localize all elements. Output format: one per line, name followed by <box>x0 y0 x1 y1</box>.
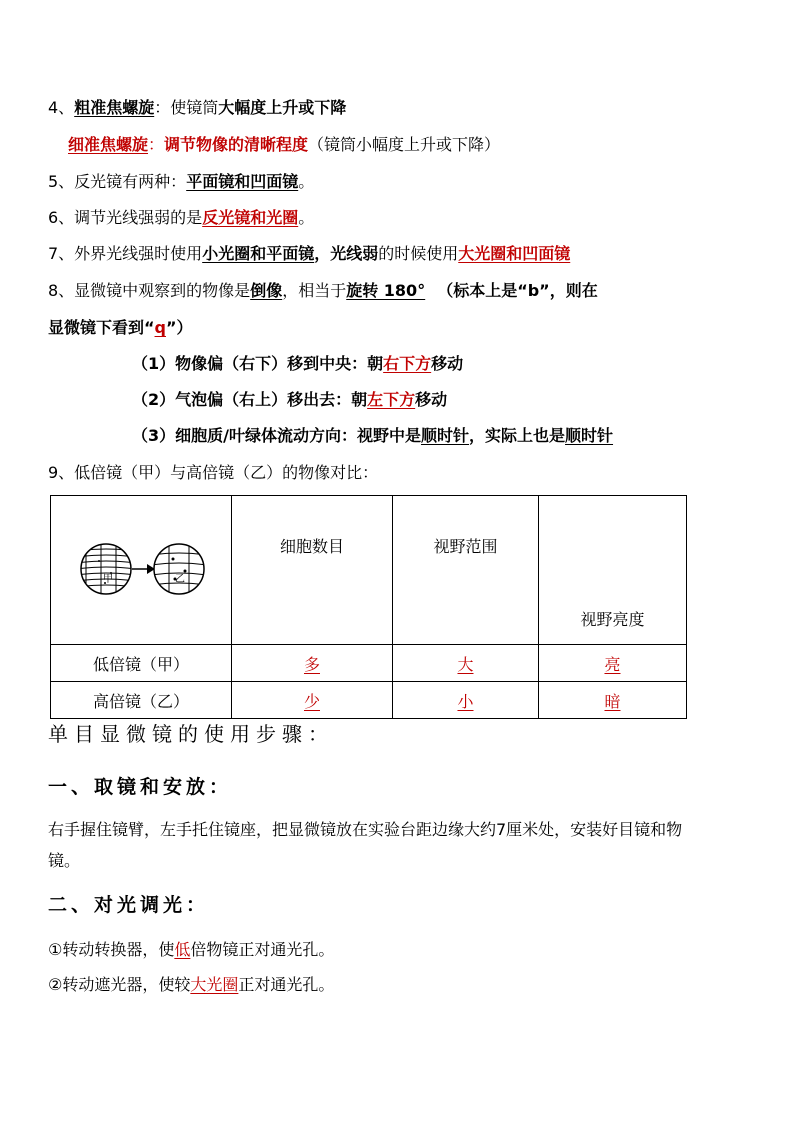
item-text: ，相当于 <box>282 281 347 300</box>
item-text: （标本上是“b”，则在 <box>437 281 598 300</box>
cell-value: 亮 <box>539 645 687 682</box>
item-text: 正对通光孔。 <box>238 975 335 994</box>
microscope-view-illustration <box>51 496 232 645</box>
cell-view-icon <box>61 529 221 619</box>
table-row <box>51 645 687 682</box>
item-9 <box>48 461 378 485</box>
item-7 <box>48 242 570 266</box>
answer: 大光圈和凹面镜 <box>458 244 571 263</box>
section-1-text: 右手握住镜臂，左手托住镜座，把显微镜放在实验台距边缘大约7厘米处，安装好目镜和物镜。 <box>48 820 683 870</box>
answer: 顺时针 <box>565 426 614 445</box>
label-jia: 甲 <box>103 574 113 585</box>
table-header-row <box>51 496 687 645</box>
item-5 <box>48 170 314 194</box>
item-text: 。 <box>298 172 315 191</box>
item-text: 5、反光镜有两种： <box>48 172 187 191</box>
item-text: ①转动转换器，使 <box>48 940 175 959</box>
cell-value: 大 <box>393 645 539 682</box>
answer: 小光圈和平面镜 <box>202 244 315 263</box>
item-8 <box>48 279 598 303</box>
item-text: ，实际上也是 <box>469 426 566 445</box>
item-note: （镜筒小幅度上升或下降） <box>308 135 501 154</box>
answer: q <box>154 318 166 337</box>
item-text: ，光线弱 <box>314 244 379 263</box>
coarse-focus-function: 大幅度上升或下降 <box>218 98 347 117</box>
row-label: 低倍镜（甲） <box>51 645 232 682</box>
item-text: （1）物像偏（右下）移到中央：朝 <box>132 354 384 373</box>
answer: 大光圈 <box>190 975 239 994</box>
fine-focus-term: 细准焦螺旋 <box>68 135 149 154</box>
label-yi: 乙 <box>175 574 185 585</box>
item-text: ： <box>148 135 165 154</box>
answer: 旋转 180° <box>346 281 426 300</box>
coarse-focus-term: 粗准焦螺旋 <box>74 98 155 117</box>
item-text: ”） <box>165 318 193 337</box>
answer: 顺时针 <box>420 426 469 445</box>
item-text: 8、显微镜中观察到的物像是 <box>48 281 251 300</box>
answer: 平面镜和凹面镜 <box>186 172 299 191</box>
item-6 <box>48 206 314 230</box>
item-text: 。 <box>298 208 315 227</box>
item-text: 9、低倍镜（甲）与高倍镜（乙）的物像对比： <box>48 463 379 482</box>
header-field-range: 视野范围 <box>393 496 539 645</box>
item-text: 移动 <box>415 390 448 409</box>
cell-value: 多 <box>232 645 393 682</box>
item-4 <box>48 96 346 120</box>
item-text: 6、调节光线强弱的是 <box>48 208 203 227</box>
comparison-table <box>50 495 687 719</box>
table-row <box>51 682 687 719</box>
row-label: 高倍镜（乙） <box>51 682 232 719</box>
fine-focus-function: 调节物像的清晰程度 <box>164 135 309 154</box>
header-cell-count: 细胞数目 <box>232 496 393 645</box>
cell-value: 小 <box>393 682 539 719</box>
item-text: 倍物镜正对通光孔。 <box>190 940 335 959</box>
item-text: 的时候使用 <box>378 244 459 263</box>
item-4b <box>68 133 500 157</box>
answer: 低 <box>174 940 191 959</box>
steps-title: 单目显微镜的使用步骤： <box>48 722 334 746</box>
cell-value: 暗 <box>539 682 687 719</box>
header-brightness: 视野亮度 <box>539 496 687 645</box>
item-text: ②转动遮光器，使较 <box>48 975 191 994</box>
item-8-line2 <box>48 316 193 340</box>
sub-item-1 <box>132 352 463 376</box>
item-number: 4、 <box>48 98 75 117</box>
section-1-heading: 一、取镜和安放： <box>48 776 233 798</box>
sub-item-2 <box>132 388 447 412</box>
item-text: 显微镜下看到“ <box>48 318 155 337</box>
answer: 反光镜和光圈 <box>202 208 299 227</box>
item-text: （3）细胞质/叶绿体流动方向：视野中是 <box>132 426 421 445</box>
item-text: 7、外界光线强时使用 <box>48 244 203 263</box>
section-2-heading: 二、对光调光： <box>48 894 210 916</box>
sub-item-3 <box>132 424 613 448</box>
answer: 左下方 <box>367 390 416 409</box>
answer: 倒像 <box>250 281 283 300</box>
step-1 <box>48 938 334 962</box>
item-text: 移动 <box>431 354 464 373</box>
step-2 <box>48 973 334 997</box>
item-text: （2）气泡偏（右上）移出去：朝 <box>132 390 368 409</box>
cell-value: 少 <box>232 682 393 719</box>
item-text: ：使镜筒 <box>154 98 219 117</box>
answer: 右下方 <box>383 354 432 373</box>
